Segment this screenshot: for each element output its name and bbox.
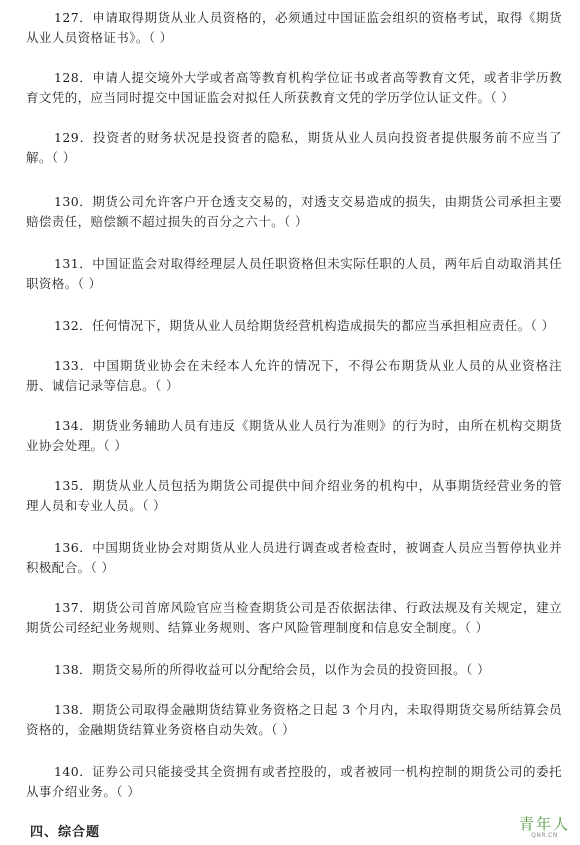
question-138: 138．期货交易所的所得收益可以分配给会员，以作为会员的投资回报。（ ） [54, 662, 490, 677]
question-131: 131．中国证监会对取得经理层人员任职资格但未实际任职的人员，两年后自动取消其任职资格。（ ） [26, 256, 562, 291]
question-132: 132．任何情况下，期货从业人员给期货经营机构造成损失的都应当承担相应责任。（ ） [54, 318, 555, 333]
question-133: 133．中国期货业协会在未经本人允许的情况下，不得公布期货从业人员的从业资格注册、诚信记录等信息。（ ） [26, 358, 562, 393]
watermark-sub: QNR.CN [531, 832, 558, 839]
question-130: 130．期货公司允许客户开仓透支交易的，对透支交易造成的损失，由期货公司承担主要赔偿责任，赔偿额不超过损失的百分之六十。（ ） [26, 194, 562, 229]
question-136: 136．中国期货业协会对期货从业人员进行调查或者检查时，被调查人员应当暂停执业并积极配合。（ ） [26, 540, 562, 575]
question-129: 129．投资者的财务状况是投资者的隐私，期货从业人员向投资者提供服务前不应当了解。（ ） [26, 130, 562, 165]
question-140: 140．证券公司只能接受其全资拥有或者控股的，或者被同一机构控制的期货公司的委托从事介绍业务。（ ） [26, 764, 562, 799]
question-128: 128．申请人提交境外大学或者高等教育机构学位证书或者高等教育文凭，或者非学历教育文凭的，应当同时提交中国证监会对拟任人所获教育文凭的学历学位认证文件。（ ） [26, 70, 562, 105]
section-heading: 四、综合题 [30, 825, 101, 840]
watermark-logo [519, 817, 570, 839]
watermark-main: 青年人 [518, 815, 570, 833]
question-137: 137．期货公司首席风险官应当检查期货公司是否依据法律、行政法规及有关规定，建立期货公司经纪业务规则、结算业务规则、客户风险管理制度和信息安全制度。（ ） [26, 600, 562, 635]
question-138b: 138．期货公司取得金融期货结算业务资格之日起 3 个月内，未取得期货交易所结算会员资格的，金融期货结算业务资格自动失效。（ ） [26, 702, 562, 737]
question-134: 134．期货业务辅助人员有违反《期货从业人员行为准则》的行为时，由所在机构交期货业协会处理。（ ） [26, 418, 562, 453]
question-127: 127．申请取得期货从业人员资格的，必须通过中国证监会组织的资格考试，取得《期货从业人员资格证书》。（ ） [26, 10, 562, 45]
question-135: 135．期货从业人员包括为期货公司提供中间介绍业务的机构中，从事期货经营业务的管理人员和专业人员。（ ） [26, 478, 562, 513]
